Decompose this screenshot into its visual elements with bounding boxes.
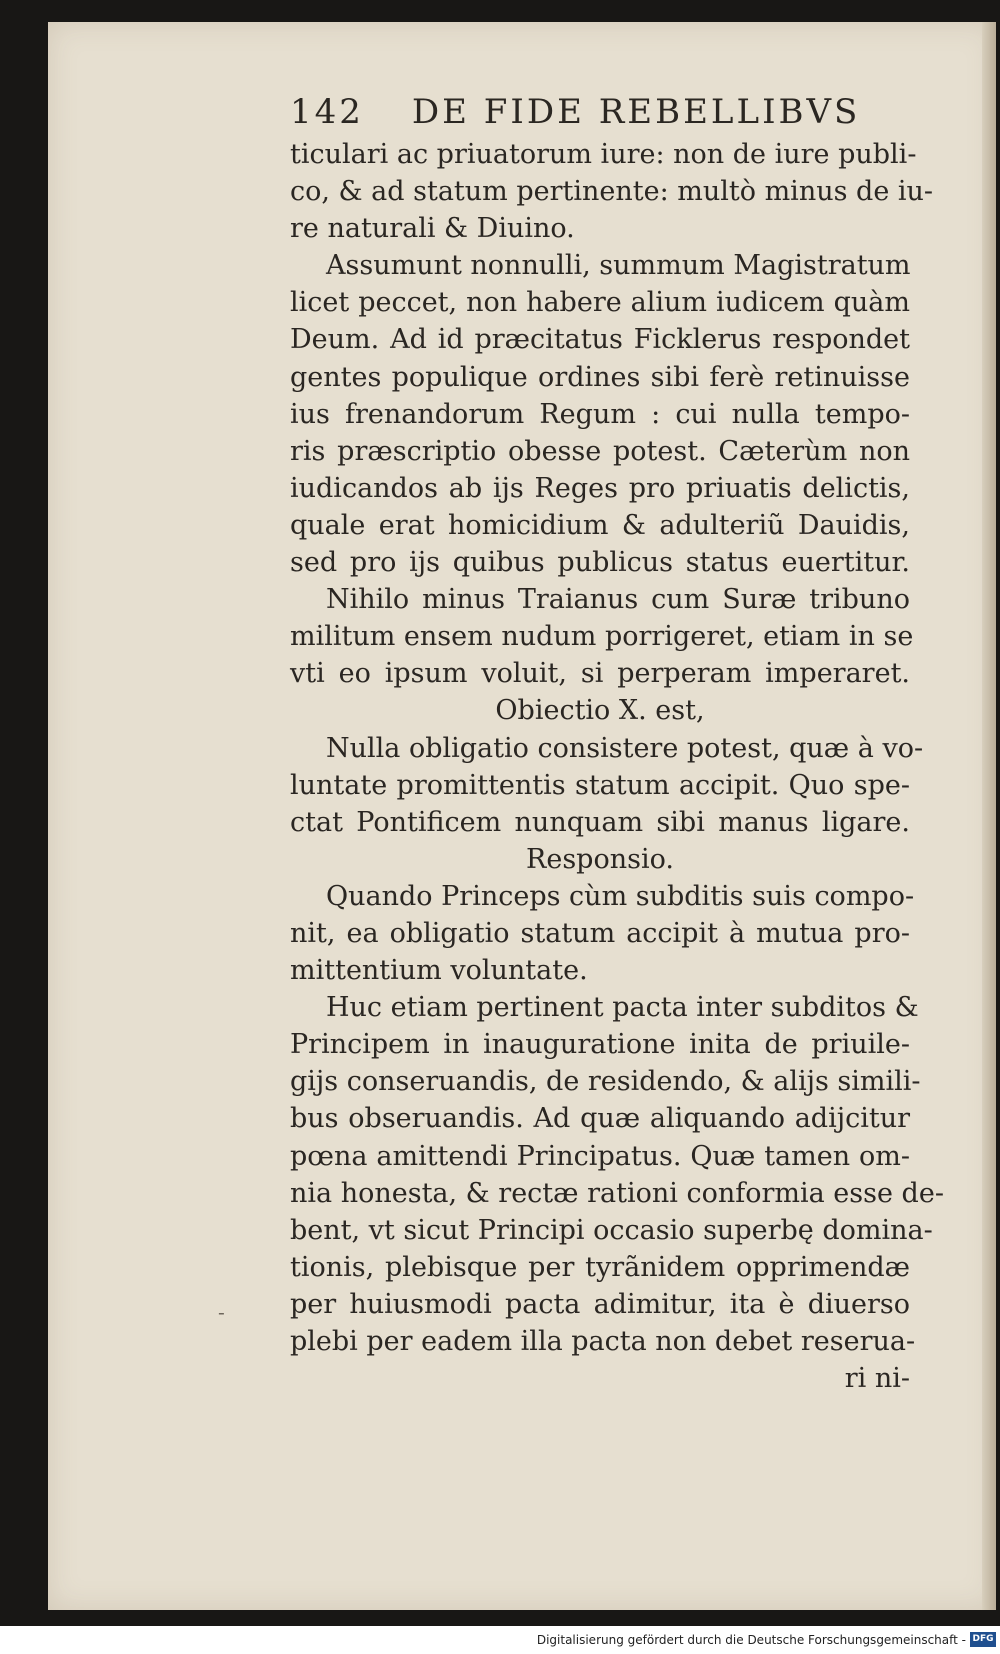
text-line: Principem in inauguratione inita de priuile- bbox=[290, 1029, 910, 1061]
page-number: 142 bbox=[290, 92, 364, 132]
text-line: Nulla obligatio consistere potest, quæ à vo- bbox=[326, 732, 924, 764]
text-line: ius frenandorum Regum : cui nulla tempo- bbox=[290, 398, 910, 430]
text-line: Quando Princeps cùm subditis suis compo- bbox=[326, 880, 915, 912]
text-line: per huiusmodi pacta adimitur, ita è diuerso bbox=[290, 1288, 910, 1320]
footer-bar bbox=[0, 1626, 1000, 1654]
text-line: Assumunt nonnulli, summum Magistratum bbox=[326, 250, 911, 282]
text-line: gijs conseruandis, de residendo, & alijs simili- bbox=[290, 1066, 921, 1098]
catchword: ri ni- bbox=[844, 1363, 910, 1395]
text-block bbox=[290, 136, 944, 1397]
section-heading: Obiectio X. est, bbox=[495, 695, 705, 727]
text-line: gentes populique ordines sibi ferè retinuisse bbox=[290, 361, 910, 393]
text-line: ris præscriptio obesse potest. Cæterùm non bbox=[290, 435, 910, 467]
text-line: Huc etiam pertinent pacta inter subditos & bbox=[326, 992, 919, 1024]
margin-mark: - bbox=[218, 1300, 225, 1324]
text-line: pœna amittendi Principatus. Quæ tamen om- bbox=[290, 1140, 910, 1172]
text-line: ctat Pontificem nunquam sibi manus ligare. bbox=[290, 806, 910, 838]
text-line: co, & ad statum pertinente: multò minus de iu- bbox=[290, 176, 934, 208]
text-line: nit, ea obligatio statum accipit à mutua pro- bbox=[290, 917, 910, 949]
text-line: bent, vt sicut Principi occasio superbę domina- bbox=[290, 1214, 933, 1246]
text-line: bus obseruandis. Ad quæ aliquando adijcitur bbox=[290, 1103, 910, 1135]
text-line: sed pro ijs quibus publicus status euertitur. bbox=[290, 547, 910, 579]
dfg-logo: DFG bbox=[970, 1632, 996, 1647]
text-line: Nihilo minus Traianus cum Suræ tribuno bbox=[326, 584, 910, 616]
text-line: ticulari ac priuatorum iure: non de iure publi- bbox=[290, 139, 917, 170]
text-line: nia honesta, & rectæ rationi conformia esse de- bbox=[290, 1177, 944, 1209]
text-line: luntate promittentis statum accipit. Quo spe- bbox=[290, 769, 910, 801]
text-line: re naturali & Diuino. bbox=[290, 213, 575, 245]
text-line: Deum. Ad id præcitatus Ficklerus respondet bbox=[290, 324, 910, 356]
text-line: licet peccet, non habere alium iudicem quàm bbox=[290, 287, 910, 319]
text-line: vti eo ipsum voluit, si perperam imperaret. bbox=[290, 658, 910, 690]
running-head bbox=[290, 92, 890, 136]
running-title: DE FIDE REBELLIBVS bbox=[411, 92, 861, 132]
text-line: quale erat homicidium & adulteriũ Dauidis, bbox=[290, 509, 910, 541]
footer-credit: Digitalisierung gefördert durch die Deutsche Forschungsgemeinschaft - bbox=[536, 1633, 966, 1647]
text-line: militum ensem nudum porrigeret, etiam in se bbox=[290, 621, 914, 653]
text-line: tionis, plebisque per tyrãnidem opprimendæ bbox=[290, 1251, 910, 1283]
text-line: iudicandos ab ijs Reges pro priuatis delictis, bbox=[290, 472, 910, 504]
section-heading: Responsio. bbox=[526, 843, 674, 875]
text-line: mittentium voluntate. bbox=[290, 955, 588, 987]
text-line: plebi per eadem illa pacta non debet reserua- bbox=[290, 1326, 916, 1357]
page-edge bbox=[982, 22, 996, 1610]
